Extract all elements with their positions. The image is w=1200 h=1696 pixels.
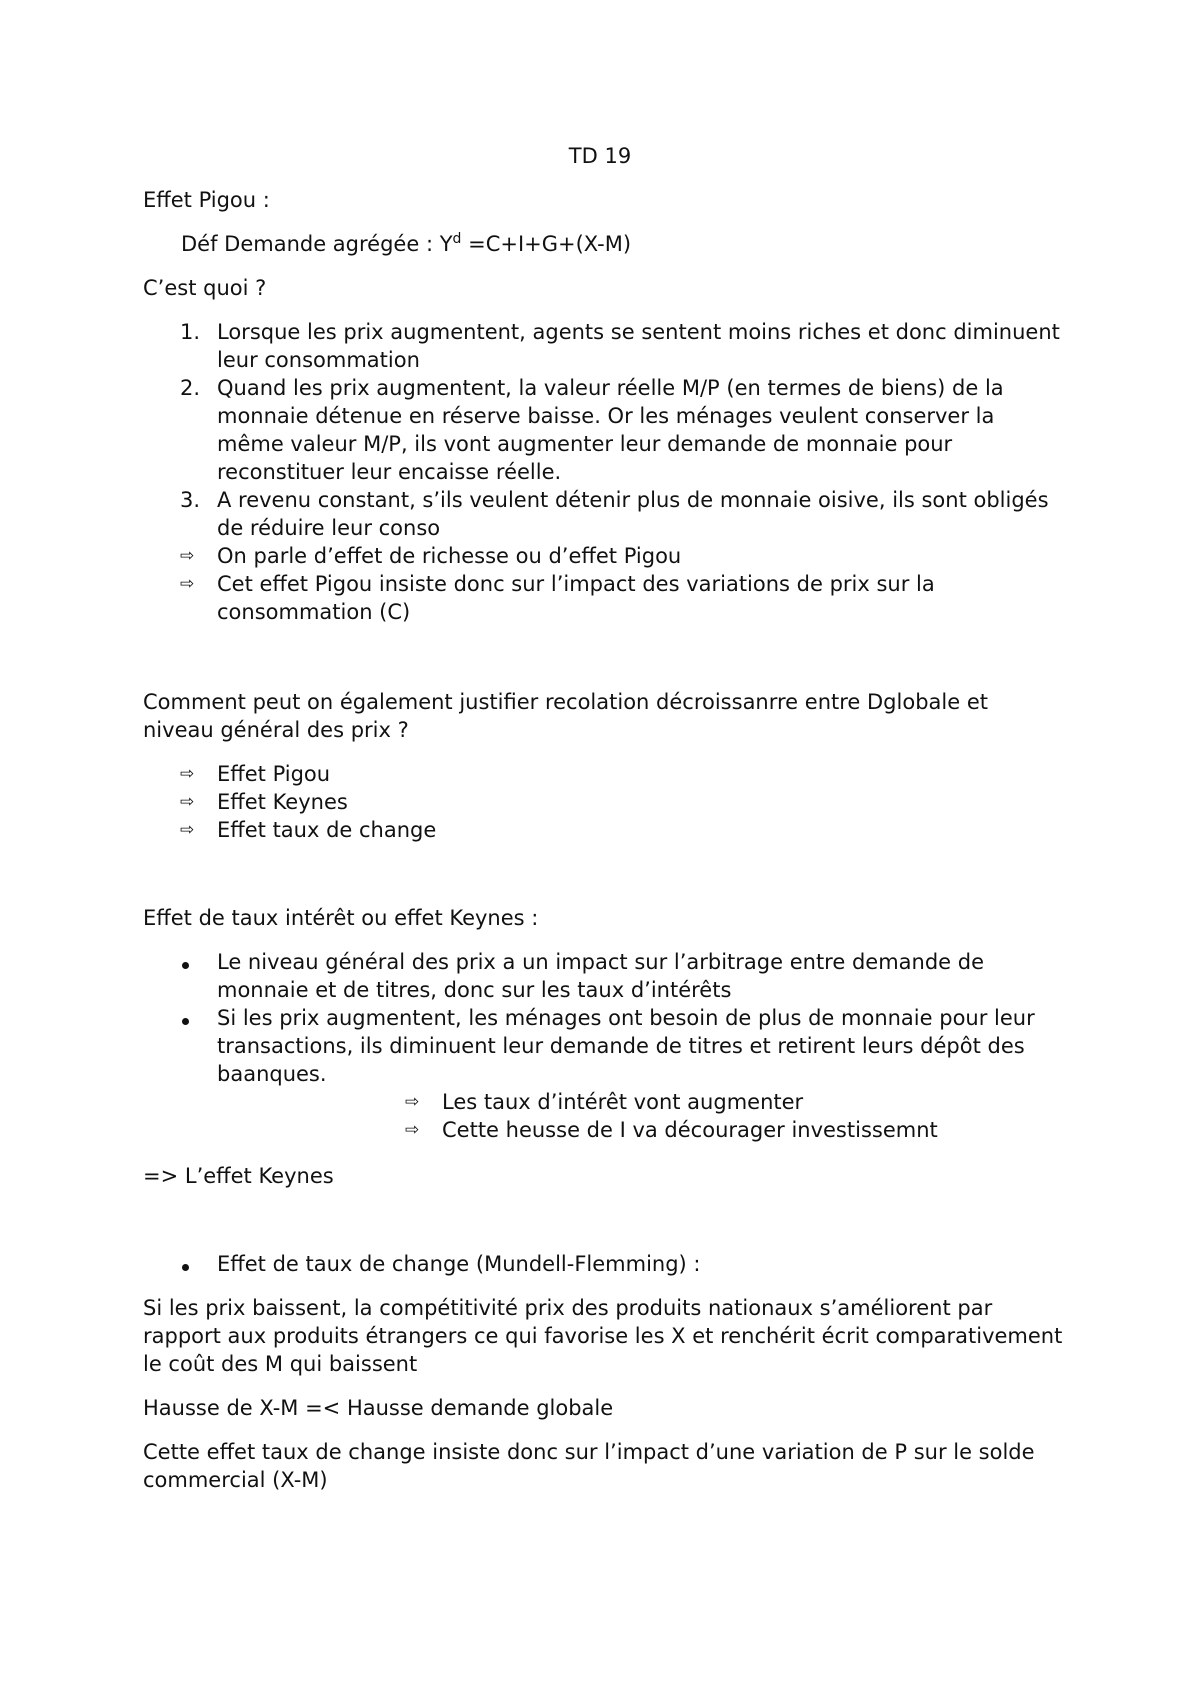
arrow-item: [180, 542, 1065, 570]
sub-arrow-item: [405, 1116, 1005, 1144]
definition-superscript: d: [452, 231, 462, 247]
bullet-item: [180, 1250, 1065, 1278]
arrow-icon: ⇨: [180, 546, 195, 566]
bullet-item-text: Effet de taux de change (Mundell-Flemming) :: [217, 1252, 701, 1276]
arrow-item-text: Effet Pigou: [217, 762, 331, 786]
arrow-item-text: Cet effet Pigou insiste donc sur l’impact des variations de prix sur la consommation (C): [217, 572, 935, 624]
list-item-text: A revenu constant, s’ils veulent détenir plus de monnaie oisive, ils sont obligés de réduire leur conso: [217, 488, 1049, 540]
list-number: 2.: [180, 376, 201, 400]
bullet-item-text: Si les prix augmentent, les ménages ont besoin de plus de monnaie pour leur transactions, ils diminuent leur demande de titres et retirent leurs dépôt des baanques.: [217, 1006, 1035, 1086]
taux-change-paragraph: Si les prix baissent, la compétitivité prix des produits nationaux s’améliorent par rapport aux produits étrangers ce qui favorise les X et renchérit écrit comparativement le coût des M qui baissent: [143, 1296, 1063, 1376]
arrow-item: [180, 760, 1065, 788]
sub-arrow-item-text: Les taux d’intérêt vont augmenter: [442, 1090, 804, 1114]
bullet-item: [180, 948, 1065, 1004]
arrow-icon: ⇨: [180, 764, 195, 784]
list-item-text: Lorsque les prix augmentent, agents se sentent moins riches et donc diminuent leur consommation: [217, 320, 1060, 372]
keynes-conclusion: => L’effet Keynes: [143, 1164, 334, 1188]
numbered-item-1: [180, 318, 1065, 374]
effet-pigou-heading: Effet Pigou :: [143, 188, 270, 212]
taux-change-conclusion: Cette effet taux de change insiste donc sur l’impact d’une variation de P sur le solde commercial (X-M): [143, 1440, 1035, 1492]
arrow-item-text: Effet taux de change: [217, 818, 437, 842]
document-title: TD 19: [568, 144, 632, 168]
arrow-item: [180, 816, 1065, 844]
sub-arrow-item-text: Cette heusse de I va décourager investissemnt: [442, 1118, 938, 1142]
definition-suffix: =C+I+G+(X-M): [461, 232, 632, 256]
bullet-item: [180, 1004, 1065, 1088]
question-comment-justifier: Comment peut on également justifier recolation décroissanrre entre Dglobale et niveau général des prix ?: [143, 690, 988, 742]
arrow-icon: ⇨: [405, 1092, 420, 1112]
arrow-item: [180, 570, 1065, 626]
arrow-item: [180, 788, 1065, 816]
question-cest-quoi: C’est quoi ?: [143, 276, 267, 300]
arrow-item-text: On parle d’effet de richesse ou d’effet Pigou: [217, 544, 682, 568]
hausse-xm-line: Hausse de X-M =< Hausse demande globale: [143, 1396, 614, 1420]
arrow-icon: ⇨: [180, 820, 195, 840]
effet-keynes-heading: Effet de taux intérêt ou effet Keynes :: [143, 906, 539, 930]
bullet-icon: [180, 1250, 210, 1278]
bullet-item-text: Le niveau général des prix a un impact sur l’arbitrage entre demande de monnaie et de titres, donc sur les taux d’intérêts: [217, 950, 985, 1002]
numbered-item-3: [180, 486, 1065, 542]
numbered-item-2: [180, 374, 1065, 486]
arrow-icon: ⇨: [405, 1120, 420, 1140]
bullet-icon: [180, 1004, 210, 1032]
definition-line: [181, 230, 1061, 258]
definition-prefix: Déf Demande agrégée : Y: [181, 232, 453, 256]
arrow-icon: ⇨: [180, 792, 195, 812]
list-item-text: Quand les prix augmentent, la valeur réelle M/P (en termes de biens) de la monnaie détenue en réserve baisse. Or les ménages veulent conserver la même valeur M/P, ils vont augmenter leur demande de monnaie pour reconstituer leur encaisse réelle.: [217, 376, 1004, 484]
list-number: 3.: [180, 488, 201, 512]
bullet-icon: [180, 948, 210, 976]
arrow-item-text: Effet Keynes: [217, 790, 348, 814]
sub-arrow-item: [405, 1088, 1005, 1116]
list-number: 1.: [180, 320, 201, 344]
arrow-icon: ⇨: [180, 574, 195, 594]
